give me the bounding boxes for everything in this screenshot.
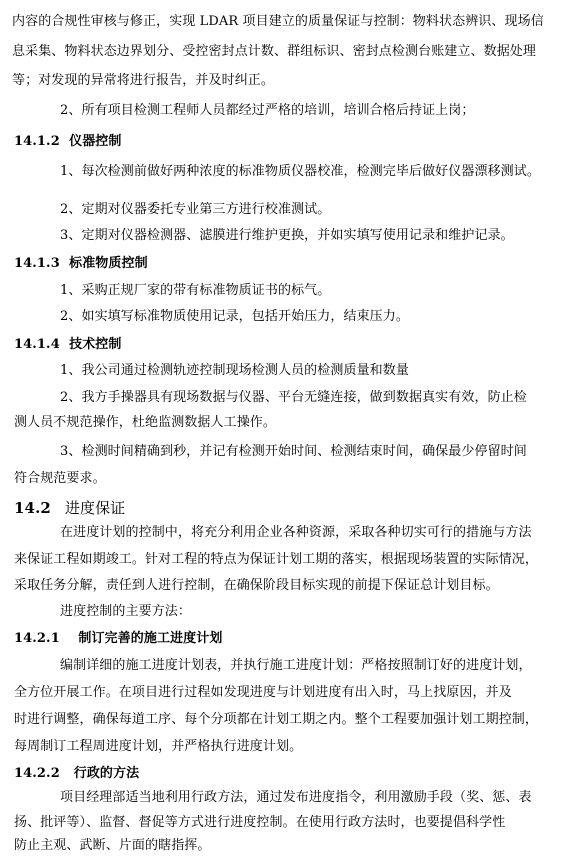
list-item: 2、如实填写标准物质使用记录，包括开始压力，结束压力。	[60, 309, 409, 324]
section-number: 14.2.2	[14, 766, 60, 781]
list-item: 1、采购正规厂家的带有标准物质证书的标气。	[60, 283, 331, 298]
list-item: 2、所有项目检测工程师人员都经过严格的培训，培训合格后持证上岗；	[60, 103, 475, 118]
paragraph-line: 息采集、物料状态边界划分、受控密封点计数、群组标识、密封点检测台账建立、数据处理	[12, 44, 537, 59]
list-item: 3、定期对仪器检测器、滤膜进行维护更换，并如实填写使用记录和维护记录。	[60, 228, 514, 243]
section-heading-14-1-3	[14, 254, 576, 274]
list-item: 1、我公司通过检测轨迹控制现场检测人员的检测质量和数量	[60, 363, 409, 378]
list-item-continuation: 测人员不规范操作，杜绝监测数据人工操作。	[14, 415, 277, 430]
section-title: 技术控制	[69, 337, 122, 352]
section-title: 进度保证	[64, 499, 126, 517]
paragraph-line: 编制详细的施工进度计划表，并执行施工进度计划：严格按照制订好的进度计划，	[60, 658, 532, 673]
paragraph-line: 时进行调整，确保每道工序、每个分项都在计划工期之内。整个工程要加强计划工期控制，	[14, 712, 539, 727]
section-heading-14-2-2	[14, 764, 576, 784]
paragraph-line: 等；对发现的异常将进行报告，并及时纠正。	[12, 73, 275, 88]
section-number: 14.2	[14, 499, 51, 517]
paragraph-line: 内容的合规性审核与修正，实现 LDAR 项目建立的质量保证与控制：物料状态辨识、现场信	[12, 14, 544, 29]
paragraph-line: 每周制订工程周进度计划，并严格执行进度计划。	[14, 739, 303, 754]
section-heading-14-2	[14, 496, 576, 520]
paragraph-line: 来保证工程如期竣工。针对工程的特点为保证计划工期的落实，根据现场装置的实际情况，	[14, 552, 539, 567]
paragraph-line: 项目经理部适当地利用行政方法，通过发布进度指令，利用激励手段（奖、惩、表	[60, 790, 532, 805]
paragraph-line: 在进度计划的控制中，将充分利用企业各种资源，采取各种切实可行的措施与方法	[60, 525, 532, 540]
paragraph-line: 全方位开展工作。在项目进行过程如发现进度与计划进度有出入时，马上找原因，并及	[14, 685, 512, 700]
paragraph-line: 扬、批评等）、监督、督促等方式进行进度控制。在使用行政方法时，也要提倡科学性	[14, 815, 506, 830]
section-heading-14-1-2	[14, 132, 576, 152]
section-heading-14-2-1	[14, 629, 576, 649]
section-number: 14.1.3	[14, 256, 60, 271]
list-item: 3、检测时间精确到秒，并记有检测开始时间、检测结束时间，确保最少停留时间	[60, 444, 527, 459]
section-title: 制订完善的施工进度计划	[78, 631, 223, 646]
list-item-continuation: 符合规范要求。	[14, 471, 106, 486]
section-title: 标准物质控制	[69, 256, 148, 271]
list-item: 2、我方手操器具有现场数据与仪器、平台无缝连接，做到数据真实有效，防止检	[60, 390, 527, 405]
section-number: 14.1.2	[14, 134, 60, 149]
section-title: 行政的方法	[73, 766, 140, 781]
paragraph-line: 采取任务分解，责任到人进行控制，在确保阶段目标实现的前提下保证总计划目标。	[14, 578, 499, 593]
section-number: 14.1.4	[14, 337, 60, 352]
section-title: 仪器控制	[69, 134, 122, 149]
section-heading-14-1-4	[14, 335, 576, 355]
list-item: 2、定期对仪器委托专业第三方进行校准测试。	[60, 202, 331, 217]
paragraph-line: 进度控制的主要方法：	[60, 604, 192, 619]
section-number: 14.2.1	[14, 631, 60, 646]
list-item: 1、每次检测前做好两种浓度的标准物质仪器校准，检测完毕后做好仪器漂移测试。	[60, 164, 540, 179]
paragraph-line: 防止主观、武断、片面的瞎指挥。	[14, 838, 211, 853]
